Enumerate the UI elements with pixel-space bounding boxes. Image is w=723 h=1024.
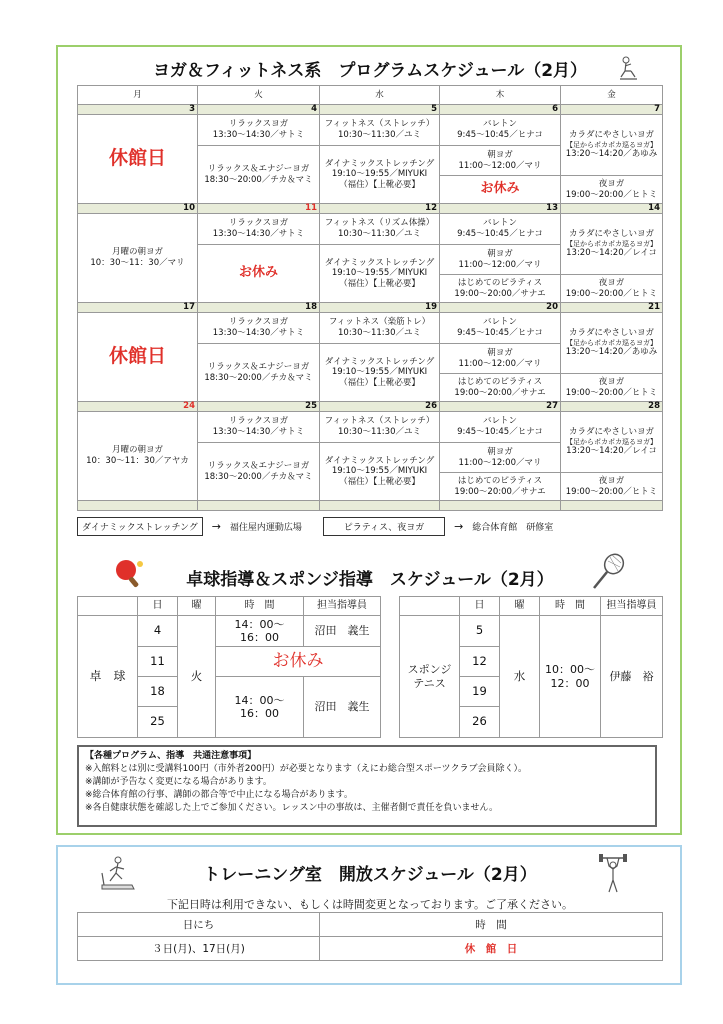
program-line: リラックス＆エナジーヨガ — [207, 163, 310, 174]
program-line: 11:00～12:00／マリ — [458, 160, 542, 171]
program-line: 10：30～11：30／マリ — [90, 258, 185, 268]
program-line: バレトン — [482, 218, 517, 229]
training-table — [77, 912, 663, 961]
date-cell: 12 — [320, 204, 440, 214]
program-line: 朝ヨガ — [487, 248, 513, 259]
training-title: トレーニング室 開放スケジュール（2月） — [203, 865, 537, 885]
program-line: 11:00～12:00／マリ — [458, 358, 542, 369]
pingpong-label: 卓 球 — [78, 616, 138, 738]
program-cell — [440, 214, 561, 245]
program-line: ダイナミックストレッチング — [324, 455, 435, 466]
program-line: 19:10～19:55／MIYUKI — [331, 268, 428, 279]
day-header-fri: 金 — [561, 86, 663, 105]
program-cell — [561, 275, 663, 303]
date-cell: 20 — [440, 303, 561, 313]
legend-place-1: 福住屋内運動広場 — [229, 523, 302, 533]
date-cell: 27 — [440, 402, 561, 412]
program-line: ダイナミックストレッチング — [324, 356, 435, 367]
program-line: 19:00～20:00／サナエ — [454, 486, 546, 497]
date-cell: 10 — [78, 204, 198, 214]
header-weekday: 曜 — [500, 597, 540, 616]
date-cell: 17 — [78, 303, 198, 313]
program-line: 朝ヨガ — [487, 446, 513, 457]
header-weekday: 曜 — [178, 597, 216, 616]
pingpong-time: 14：00～ 16：00 — [216, 677, 304, 738]
program-cell — [440, 176, 561, 204]
program-line: 19:00～20:00／サナエ — [454, 387, 546, 398]
program-line: （福住）【上靴必要】 — [339, 179, 420, 190]
program-cell — [78, 115, 198, 204]
program-cell — [320, 443, 440, 501]
header-day: 日 — [460, 597, 500, 616]
date-cell: 11 — [198, 204, 320, 214]
program-line: 11:00～12:00／マリ — [458, 259, 542, 270]
training-subtitle: 下記日時は利用できない、もしくは時間変更となっております。ご了承ください。 — [166, 898, 574, 911]
program-cell — [440, 245, 561, 275]
pingpong-date: 25 — [138, 707, 178, 738]
legend-box-stretch: ダイナミックストレッチング — [77, 517, 203, 536]
yoga-title: ヨガ＆フィットネス系 プログラムスケジュール（2月） — [152, 61, 588, 81]
sponge-date: 26 — [460, 707, 500, 738]
sponge-date: 19 — [460, 677, 500, 707]
program-cell — [198, 412, 320, 443]
program-line: はじめてのピラティス — [457, 475, 543, 486]
pingpong-coach: 沼田 義生 — [304, 677, 381, 738]
program-line: 13:30～14:30／サトミ — [212, 130, 305, 140]
program-line: 19:00～20:00／ヒトミ — [565, 387, 658, 398]
program-line: カラダにやさしいヨガ — [569, 427, 654, 437]
program-line: 【足からポカポカ巡るヨガ】 — [565, 239, 658, 248]
program-cell — [198, 313, 320, 344]
date-cell: 3 — [78, 105, 198, 115]
program-line: フィットネス（リズム体操） — [324, 218, 435, 229]
program-line: バレトン — [482, 416, 517, 427]
program-line: 9:45～10:45／ヒナコ — [457, 229, 543, 239]
date-cell: 21 — [561, 303, 663, 313]
program-cell — [320, 412, 440, 443]
notes-line: ※各自健康状態を確認した上でご参加ください。レッスン中の事故は、主催者側で責任を負いません。 — [85, 803, 498, 814]
program-line: 13:20～14:20／あゆみ — [565, 149, 658, 160]
day-header-thu: 木 — [440, 86, 561, 105]
program-line: 13:20～14:20／レイコ — [566, 248, 657, 259]
program-cell — [198, 146, 320, 204]
program-line: 19:00～20:00／ヒトミ — [565, 189, 658, 200]
program-cell — [198, 115, 320, 146]
closed-day-label: 休館日 — [108, 147, 166, 170]
date-cell: 14 — [561, 204, 663, 214]
pingpong-date: 4 — [138, 616, 178, 647]
date-cell: 18 — [198, 303, 320, 313]
program-cell — [561, 374, 663, 402]
pingpong-weekday: 火 — [178, 616, 216, 738]
program-cell — [320, 115, 440, 146]
program-line: フィットネス（楽筋トレ） — [328, 317, 431, 328]
off-label: お休み — [238, 265, 278, 281]
program-line: 13:20～14:20／あゆみ — [565, 347, 658, 358]
sponge-date: 5 — [460, 616, 500, 647]
program-line: リラックスヨガ — [228, 317, 289, 328]
program-line: 夜ヨガ — [598, 376, 625, 387]
date-cell: 4 — [198, 105, 320, 115]
program-line: 夜ヨガ — [598, 277, 625, 288]
day-header-wed: 水 — [320, 86, 440, 105]
pingpong-coach: 沼田 義生 — [304, 616, 381, 647]
program-line: 朝ヨガ — [487, 149, 513, 160]
program-cell — [440, 443, 561, 473]
program-line: バレトン — [482, 317, 517, 328]
legend — [77, 517, 553, 536]
program-line: 19:10～19:55／MIYUKI — [331, 466, 428, 477]
program-line: 18:30～20:00／チカ＆マミ — [204, 471, 313, 482]
program-cell — [561, 473, 663, 501]
legend-box-pilates: ピラティス、夜ヨガ — [323, 517, 446, 536]
legend-arrow: → — [211, 520, 221, 533]
program-cell — [320, 344, 440, 402]
program-cell — [440, 313, 561, 344]
program-cell — [561, 115, 663, 176]
program-line: バレトン — [482, 119, 517, 130]
program-line: 10:30～11:30／ユミ — [338, 229, 421, 239]
sponge-coach: 伊藤 裕 — [601, 616, 663, 738]
program-line: はじめてのピラティス — [457, 376, 543, 387]
program-cell — [440, 115, 561, 146]
program-line: 9:45～10:45／ヒナコ — [457, 328, 543, 338]
program-cell — [78, 412, 198, 501]
program-line: 18:30～20:00／チカ＆マミ — [204, 174, 313, 185]
program-line: 10：30～11：30／アヤカ — [86, 456, 189, 466]
spacer-cell — [440, 501, 561, 511]
date-cell: 7 — [561, 105, 663, 115]
program-line: ダイナミックストレッチング — [324, 257, 435, 268]
program-line: 9:45～10:45／ヒナコ — [457, 130, 543, 140]
program-line: 【足からポカポカ巡るヨガ】 — [565, 338, 658, 347]
program-line: 10:30～11:30／ユミ — [338, 427, 421, 437]
date-cell: 5 — [320, 105, 440, 115]
sponge-time: 10：00～ 12：00 — [540, 616, 601, 738]
program-cell — [198, 245, 320, 303]
program-line: 夜ヨガ — [598, 178, 625, 189]
notes-heading: 【各種プログラム、指導 共通注意事項】 — [85, 751, 257, 761]
program-cell — [78, 214, 198, 303]
program-line: 月曜の朝ヨガ — [111, 445, 163, 456]
program-line: 10:30～11:30／ユミ — [338, 130, 421, 140]
pingpong-time: 14：00～ 16：00 — [216, 616, 304, 647]
program-cell — [561, 412, 663, 473]
program-cell — [320, 214, 440, 245]
program-line: カラダにやさしいヨガ — [569, 130, 654, 140]
training-closed-dates: ３日(月)、17日(月) — [78, 937, 320, 961]
pingpong-table — [77, 596, 381, 738]
program-line: （福住）【上靴必要】 — [339, 476, 420, 487]
sponge-weekday: 水 — [500, 616, 540, 738]
program-line: はじめてのピラティス — [457, 277, 543, 288]
program-line: 13:30～14:30／サトミ — [212, 328, 305, 338]
legend-arrow: → — [454, 520, 464, 533]
program-cell — [78, 313, 198, 402]
header-time: 時 間 — [216, 597, 304, 616]
date-cell: 26 — [320, 402, 440, 412]
program-line: 19:10～19:55／MIYUKI — [331, 169, 428, 180]
notes-line: ※入館料とは別に受講料100円（市外者200円）が必要となります（えにわ総合型スポーツクラブ会員除く）。 — [85, 764, 527, 775]
pingpong-date: 11 — [138, 647, 178, 677]
program-cell — [440, 275, 561, 303]
program-line: リラックス＆エナジーヨガ — [207, 460, 310, 471]
program-line: 10:30～11:30／ユミ — [338, 328, 421, 338]
header-coach: 担当指導員 — [601, 597, 663, 616]
program-cell — [320, 146, 440, 204]
closed-day-label: 休館日 — [108, 345, 166, 368]
program-cell — [440, 344, 561, 374]
day-header-tue: 火 — [198, 86, 320, 105]
spacer-cell — [198, 501, 320, 511]
program-line: リラックスヨガ — [228, 119, 289, 130]
fitness-figure-icon — [617, 55, 639, 81]
program-line: 18:30～20:00／チカ＆マミ — [204, 372, 313, 383]
program-cell — [198, 214, 320, 245]
header-day: 日 — [138, 597, 178, 616]
program-cell — [561, 313, 663, 374]
program-line: 13:20～14:20／レイコ — [566, 446, 657, 457]
program-cell — [320, 313, 440, 344]
program-cell — [440, 146, 561, 176]
program-cell — [440, 473, 561, 501]
header-time: 時 間 — [540, 597, 601, 616]
header-coach: 担当指導員 — [304, 597, 381, 616]
date-cell: 6 — [440, 105, 561, 115]
program-line: リラックスヨガ — [228, 416, 289, 427]
program-line: 朝ヨガ — [487, 347, 513, 358]
date-cell: 19 — [320, 303, 440, 313]
legend-place-2: 総合体育館 研修室 — [472, 523, 554, 533]
pingpong-off: お休み — [216, 647, 381, 677]
sponge-label: スポンジ テニス — [400, 616, 460, 738]
program-line: 【足からポカポカ巡るヨガ】 — [565, 437, 658, 446]
spacer-cell — [78, 501, 198, 511]
program-cell — [440, 374, 561, 402]
program-cell — [198, 443, 320, 501]
date-cell: 13 — [440, 204, 561, 214]
program-line: （福住）【上靴必要】 — [339, 377, 420, 388]
date-cell: 24 — [78, 402, 198, 412]
date-cell: 28 — [561, 402, 663, 412]
program-line: 19:00～20:00／ヒトミ — [565, 486, 658, 497]
sponge-table — [399, 596, 663, 738]
program-line: 9:45～10:45／ヒナコ — [457, 427, 543, 437]
tennis-racket-icon — [590, 553, 626, 591]
weightlifter-icon — [598, 852, 628, 894]
program-line: 11:00～12:00／マリ — [458, 457, 542, 468]
sponge-date: 12 — [460, 647, 500, 677]
program-line: 19:00～20:00／ヒトミ — [565, 288, 658, 299]
program-line: フィットネス（ストレッチ） — [324, 416, 435, 427]
program-line: 13:30～14:30／サトミ — [212, 229, 305, 239]
program-cell — [320, 245, 440, 303]
date-cell: 25 — [198, 402, 320, 412]
spacer-cell — [561, 501, 663, 511]
off-label: お休み — [480, 181, 520, 197]
notes-box — [77, 745, 657, 827]
notes-line: ※総合体育館の行事、講師の都合等で中止になる場合があります。 — [85, 790, 353, 801]
program-line: カラダにやさしいヨガ — [569, 328, 654, 338]
pingpong-date: 18 — [138, 677, 178, 707]
program-cell — [440, 412, 561, 443]
notes-line: ※講師が予告なく変更になる場合があります。 — [85, 777, 272, 788]
training-header-date: 日にち — [78, 913, 320, 937]
program-line: ダイナミックストレッチング — [324, 158, 435, 169]
program-line: 月曜の朝ヨガ — [111, 247, 163, 258]
program-line: リラックス＆エナジーヨガ — [207, 361, 310, 372]
program-line: （福住）【上靴必要】 — [339, 278, 420, 289]
training-closed-label: 休 館 日 — [320, 937, 663, 961]
program-line: 19:10～19:55／MIYUKI — [331, 367, 428, 378]
program-cell — [561, 176, 663, 204]
program-line: フィットネス（ストレッチ） — [324, 119, 435, 130]
yoga-schedule-table — [77, 85, 663, 511]
program-line: カラダにやさしいヨガ — [569, 229, 654, 239]
program-cell — [561, 214, 663, 275]
program-line: 夜ヨガ — [598, 475, 625, 486]
program-line: リラックスヨガ — [228, 218, 289, 229]
program-line: 19:00～20:00／サナエ — [454, 288, 546, 299]
tabletennis-title: 卓球指導＆スポンジ指導 スケジュール（2月） — [186, 570, 554, 590]
day-header-mon: 月 — [78, 86, 198, 105]
training-header-time: 時 間 — [320, 913, 663, 937]
spacer-cell — [320, 501, 440, 511]
program-cell — [198, 344, 320, 402]
program-line: 13:30～14:30／サトミ — [212, 427, 305, 437]
program-line: 【足からポカポカ巡るヨガ】 — [565, 140, 658, 149]
